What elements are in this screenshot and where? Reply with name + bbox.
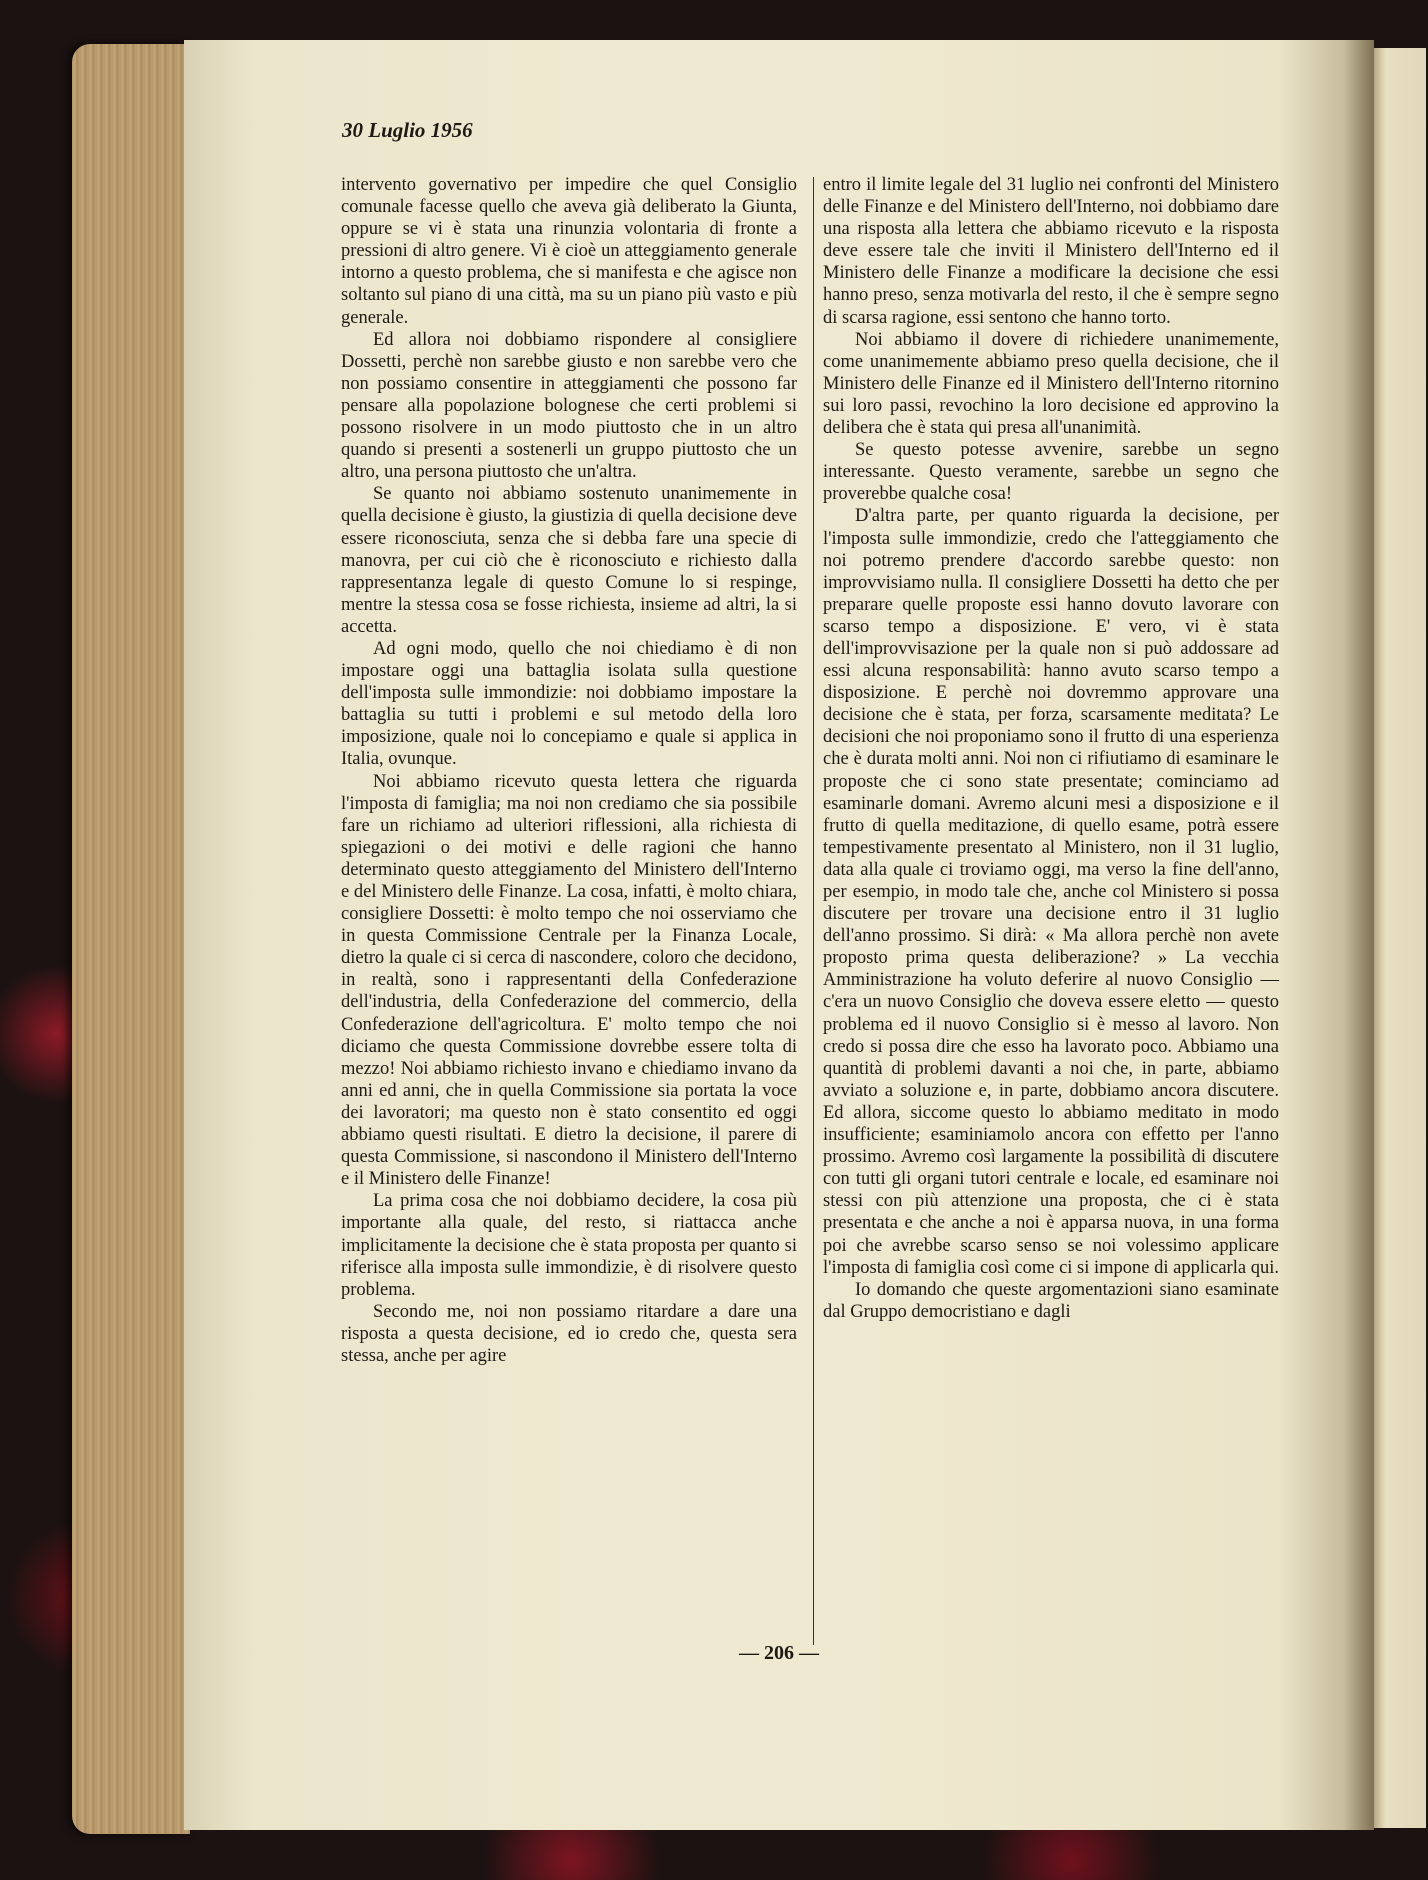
page-header-date: 30 Luglio 1956	[342, 118, 473, 142]
right-paragraph: D'altra parte, per quanto riguarda la decisione, per l'imposta sulle immondizie, credo che l'atteggiamento che noi potremo prendere d'accordo sarebbe questo: non improvvisiamo nulla. Il consigliere Dossetti ha detto che per preparare quelle proposte essi hanno dovuto lavorare con scarso tempo a disposizione. E' vero, vi è stata dell'improvvisazione per la quale non si può addossare ad essi alcuna responsabilità: hanno avuto scarso tempo a disposizione. E perchè noi dovremmo approvare una decisione che è stata, per forza, scarsamente meditata? Le decisioni che noi proponiamo sono il frutto di una esperienza che è durata molti anni. Noi non ci rifiutiamo di esaminare le proposte che ci sono state presentate; cominciamo ad esaminarle domani. Avremo alcuni mesi a disposizione e il frutto di quella meditazione, di quello esame, potrà essere tempestivamente presentato al Ministero, non il 31 luglio, data alla quale ci troviamo oggi, ma verso la fine dell'anno, per esempio, in modo tale che, anche col Ministero si possa discutere per trovare una decisione entro il 31 luglio dell'anno prossimo. Si dirà: « Ma allora perchè non avete proposto prima questa deliberazione? » La vecchia Amministrazione ha voluto deferire al nuovo Consiglio — c'era un nuovo Consiglio che doveva essere eletto — questo problema ed il nuovo Consiglio si è messo al lavoro. Non credo si possa dire che esso ha lavorato poco. Abbiamo una quantità di problemi davanti a noi che, in parte, abbiamo avviato a soluzione e, in parte, dobbiamo ancora discutere. Ed allora, siccome questo lo abbiamo meditato in modo insufficiente; esaminiamolo ancora con effetto per l'anno prossimo. Avremo così largamente la possibilità di discutere con tutti gli organi tutori centrale e locale, ed esaminare noi stessi con più attenzione una proposta, che ci è stata presentata e che anche a noi è apparsa nuova, in una forma poi che avrebbe scarso senso se noi volessimo applicare l'imposta di famiglia così come ci si impone di applicarla qui.	[823, 506, 1279, 1278]
left-text-column	[341, 174, 797, 1367]
page-number: — 206 —	[739, 1642, 819, 1664]
right-paragraph: Io domando che queste argomentazioni siano esaminate dal Gruppo democristiano e dagli	[823, 1279, 1279, 1322]
facing-page-edge	[1368, 48, 1426, 1828]
left-paragraph: Ad ogni modo, quello che noi chiediamo è di non impostare oggi una battaglia isolata sulla questione dell'imposta sulle immondizie: noi dobbiamo impostare la battaglia su tutti i problemi e sul metodo della loro imposizione, quale noi lo concepiamo e quale si applica in Italia, ovunque.	[341, 638, 797, 770]
left-paragraph: Se quanto noi abbiamo sostenuto unanimemente in quella decisione è giusto, la giustizia di quella decisione deve essere riconosciuta, senza che si debba fare una specie di manovra, per cui ciò che è riconosciuto e richiesto dalla rappresentanza legale di questo Comune lo si respinge, mentre la stessa cosa se fosse richiesta, insieme ad altri, la si accetta.	[341, 484, 797, 637]
left-paragraph: Ed allora noi dobbiamo rispondere al consigliere Dossetti, perchè non sarebbe giusto e non sarebbe vero che non possiamo consentire in atteggiamenti che possono far pensare alla popolazione bolognese che certi problemi si possono risolvere in un modo piuttosto che in un altro quando si presenti a sostenerli un gruppo piuttosto che un altro, una persona piuttosto che un'altra.	[341, 329, 797, 483]
page-stack-edge	[72, 44, 190, 1834]
left-paragraph: Noi abbiamo ricevuto questa lettera che riguarda l'imposta di famiglia; ma noi non crediamo che sia possibile fare un richiamo ad ulteriori riflessioni, alla richiesta di spiegazioni o dei motivi e delle ragioni che hanno determinato questo atteggiamento del Ministero dell'Interno e del Ministero delle Finanze. La cosa, infatti, è molto chiara, consigliere Dossetti: è molto tempo che noi osserviamo che in questa Commissione Centrale per la Finanza Locale, dietro la quale ci si cerca di nascondere, coloro che decidono, in realtà, sono i rappresentanti della Confederazione dell'industria, della Confederazione del commercio, della Confederazione dell'agricoltura. E' molto tempo che noi diciamo che questa Commissione dovrebbe essere tolta di mezzo! Noi abbiamo richiesto invano e chiediamo invano da anni ed anni, che in quella Commissione sia portata la voce dei lavoratori; ma questo non è stato consentito ed oggi abbiamo questi risultati. E dietro la decisione, il parere di questa Commissione, si nascondono il Ministero dell'Interno e il Ministero delle Finanze!	[341, 771, 797, 1190]
right-text-column	[823, 174, 1279, 1323]
left-paragraph: intervento governativo per impedire che quel Consiglio comunale facesse quello che aveva già deliberato la Giunta, oppure se vi è stata una rinunzia volontaria di fronte a pressioni di altro genere. Vi è cioè un atteggiamento generale intorno a questo problema, che si manifesta e che agisce non soltanto sul piano di una città, ma su un piano più vasto e più generale.	[341, 175, 797, 328]
right-paragraph: Noi abbiamo il dovere di richiedere unanimemente, come unanimemente abbiamo preso quella decisione, che il Ministero delle Finanze ed il Ministero dell'Interno ritornino sui loro passi, revochino la loro decisione ed approvino la delibera che è stata qui presa all'unanimità.	[823, 329, 1279, 439]
column-divider	[813, 177, 814, 1645]
left-paragraph: Secondo me, noi non possiamo ritardare a dare una risposta a questa decisione, ed io credo che, questa sera stessa, anche per agire	[341, 1301, 797, 1366]
right-paragraph: Se questo potesse avvenire, sarebbe un segno interessante. Questo veramente, sarebbe un segno che proverebbe qualche cosa!	[823, 440, 1279, 505]
document-page	[184, 40, 1374, 1830]
gutter-shadow	[1344, 40, 1374, 1830]
right-paragraph: entro il limite legale del 31 luglio nei confronti del Ministero delle Finanze e del Ministero dell'Interno, noi dobbiamo dare una risposta alla lettera che abbiamo ricevuto e la risposta deve essere tale che inviti il Ministero dell'Interno ed il Ministero delle Finanze a modificare la decisione che essi hanno preso, senza motivarla del resto, il che è sempre segno di scarsa ragione, essi sentono che hanno torto.	[823, 175, 1279, 328]
left-paragraph: La prima cosa che noi dobbiamo decidere, la cosa più importante alla quale, del resto, si riattacca anche implicitamente la decisione che è stata proposta per quanto si riferisce alla imposta sulle immondizie, è di risolvere questo problema.	[341, 1191, 797, 1300]
